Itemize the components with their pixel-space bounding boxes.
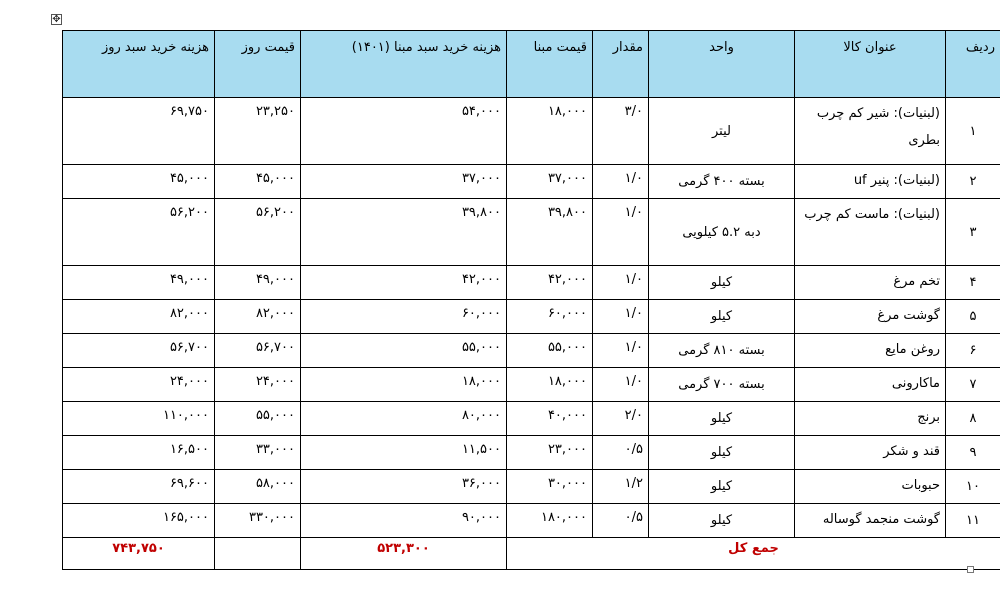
item-base-price: ۱۸,۰۰۰	[507, 368, 593, 402]
table-row	[63, 402, 1000, 436]
header-base-price: قیمت مبنا	[507, 31, 593, 98]
item-base-price: ۵۵,۰۰۰	[507, 334, 593, 368]
item-unit: کیلو	[649, 300, 795, 334]
table-row	[63, 334, 1000, 368]
total-empty-cell	[215, 538, 301, 570]
item-quantity: ۱/۰	[593, 334, 649, 368]
item-quantity: ۱/۰	[593, 368, 649, 402]
item-today-cost: ۴۵,۰۰۰	[63, 165, 215, 199]
item-unit: کیلو	[649, 266, 795, 300]
item-name: (لبنیات): ماست کم چرب	[795, 199, 946, 266]
table-resize-handle-icon[interactable]	[967, 566, 974, 573]
item-base-price: ۳۹,۸۰۰	[507, 199, 593, 266]
table-row	[63, 165, 1000, 199]
header-today-price: قیمت روز	[215, 31, 301, 98]
item-name: گوشت مرغ	[795, 300, 946, 334]
item-today-price: ۲۴,۰۰۰	[215, 368, 301, 402]
item-name: (لبنیات): شیر کم چرب بطری	[795, 98, 946, 165]
item-quantity: ۳/۰	[593, 98, 649, 165]
item-base-cost: ۳۷,۰۰۰	[301, 165, 507, 199]
item-today-cost: ۶۹,۶۰۰	[63, 470, 215, 504]
row-number: ۹	[946, 436, 1000, 470]
item-base-cost: ۸۰,۰۰۰	[301, 402, 507, 436]
item-today-price: ۲۳,۲۵۰	[215, 98, 301, 165]
header-item: عنوان کالا	[795, 31, 946, 98]
item-unit: دبه ۵.۲ کیلویی	[649, 199, 795, 266]
item-base-cost: ۳۶,۰۰۰	[301, 470, 507, 504]
header-quantity: مقدار	[593, 31, 649, 98]
table-row	[63, 199, 1000, 266]
item-base-price: ۴۰,۰۰۰	[507, 402, 593, 436]
item-today-cost: ۱۶۵,۰۰۰	[63, 504, 215, 538]
item-base-price: ۳۷,۰۰۰	[507, 165, 593, 199]
item-today-cost: ۴۹,۰۰۰	[63, 266, 215, 300]
item-base-price: ۱۸,۰۰۰	[507, 98, 593, 165]
item-name: (لبنیات): پنیر uf	[795, 165, 946, 199]
table-row	[63, 470, 1000, 504]
table-move-handle-icon[interactable]: ✥	[52, 14, 61, 25]
item-unit: بسته ۸۱۰ گرمی	[649, 334, 795, 368]
item-base-price: ۱۸۰,۰۰۰	[507, 504, 593, 538]
header-unit: واحد	[649, 31, 795, 98]
item-quantity: ۱/۲	[593, 470, 649, 504]
row-number: ۲	[946, 165, 1000, 199]
item-name: قند و شکر	[795, 436, 946, 470]
item-today-price: ۳۳۰,۰۰۰	[215, 504, 301, 538]
item-today-price: ۵۶,۷۰۰	[215, 334, 301, 368]
row-number: ۶	[946, 334, 1000, 368]
item-today-cost: ۵۶,۷۰۰	[63, 334, 215, 368]
item-quantity: ۰/۵	[593, 436, 649, 470]
item-today-price: ۵۸,۰۰۰	[215, 470, 301, 504]
item-today-cost: ۱۶,۵۰۰	[63, 436, 215, 470]
item-unit: بسته ۴۰۰ گرمی	[649, 165, 795, 199]
basket-cost-table	[62, 30, 1000, 570]
item-quantity: ۱/۰	[593, 165, 649, 199]
table-row	[63, 436, 1000, 470]
item-base-cost: ۹۰,۰۰۰	[301, 504, 507, 538]
table-row	[63, 266, 1000, 300]
item-unit: کیلو	[649, 402, 795, 436]
item-today-cost: ۱۱۰,۰۰۰	[63, 402, 215, 436]
item-base-price: ۴۲,۰۰۰	[507, 266, 593, 300]
item-base-price: ۶۰,۰۰۰	[507, 300, 593, 334]
item-today-price: ۸۲,۰۰۰	[215, 300, 301, 334]
item-base-cost: ۵۵,۰۰۰	[301, 334, 507, 368]
row-number: ۱	[946, 98, 1000, 165]
item-base-cost: ۱۸,۰۰۰	[301, 368, 507, 402]
table-header-row	[63, 31, 1000, 98]
item-quantity: ۱/۰	[593, 300, 649, 334]
row-number: ۸	[946, 402, 1000, 436]
item-name: گوشت منجمد گوساله	[795, 504, 946, 538]
header-base-basket-cost: هزینه خرید سبد مبنا (۱۴۰۱)	[301, 31, 507, 98]
item-base-price: ۲۳,۰۰۰	[507, 436, 593, 470]
item-today-cost: ۵۶,۲۰۰	[63, 199, 215, 266]
header-today-basket-cost: هزینه خرید سبد روز	[63, 31, 215, 98]
item-unit: کیلو	[649, 436, 795, 470]
item-name: برنج	[795, 402, 946, 436]
item-unit: لیتر	[649, 98, 795, 165]
table-row	[63, 98, 1000, 165]
header-row-number: ردیف	[946, 31, 1000, 98]
table-row	[63, 300, 1000, 334]
item-quantity: ۲/۰	[593, 402, 649, 436]
row-number: ۱۰	[946, 470, 1000, 504]
item-today-price: ۴۵,۰۰۰	[215, 165, 301, 199]
row-number: ۵	[946, 300, 1000, 334]
table-row	[63, 368, 1000, 402]
item-name: روغن مایع	[795, 334, 946, 368]
item-quantity: ۰/۵	[593, 504, 649, 538]
row-number: ۱۱	[946, 504, 1000, 538]
item-unit: کیلو	[649, 470, 795, 504]
item-base-cost: ۴۲,۰۰۰	[301, 266, 507, 300]
item-today-price: ۴۹,۰۰۰	[215, 266, 301, 300]
row-number: ۴	[946, 266, 1000, 300]
total-row	[63, 538, 1000, 570]
total-base-cost: ۵۲۳,۳۰۰	[301, 538, 507, 570]
item-base-price: ۳۰,۰۰۰	[507, 470, 593, 504]
item-today-price: ۵۶,۲۰۰	[215, 199, 301, 266]
item-today-cost: ۸۲,۰۰۰	[63, 300, 215, 334]
total-today-cost: ۷۴۳,۷۵۰	[63, 538, 215, 570]
item-unit: کیلو	[649, 504, 795, 538]
table-row	[63, 504, 1000, 538]
item-base-cost: ۳۹,۸۰۰	[301, 199, 507, 266]
row-number: ۳	[946, 199, 1000, 266]
item-unit: بسته ۷۰۰ گرمی	[649, 368, 795, 402]
item-name: حبوبات	[795, 470, 946, 504]
item-today-price: ۳۳,۰۰۰	[215, 436, 301, 470]
item-today-price: ۵۵,۰۰۰	[215, 402, 301, 436]
item-today-cost: ۲۴,۰۰۰	[63, 368, 215, 402]
item-base-cost: ۵۴,۰۰۰	[301, 98, 507, 165]
row-number: ۷	[946, 368, 1000, 402]
item-quantity: ۱/۰	[593, 199, 649, 266]
item-name: تخم مرغ	[795, 266, 946, 300]
item-quantity: ۱/۰	[593, 266, 649, 300]
item-name: ماکارونی	[795, 368, 946, 402]
item-base-cost: ۱۱,۵۰۰	[301, 436, 507, 470]
total-label: جمع کل	[507, 538, 1000, 570]
item-base-cost: ۶۰,۰۰۰	[301, 300, 507, 334]
item-today-cost: ۶۹,۷۵۰	[63, 98, 215, 165]
